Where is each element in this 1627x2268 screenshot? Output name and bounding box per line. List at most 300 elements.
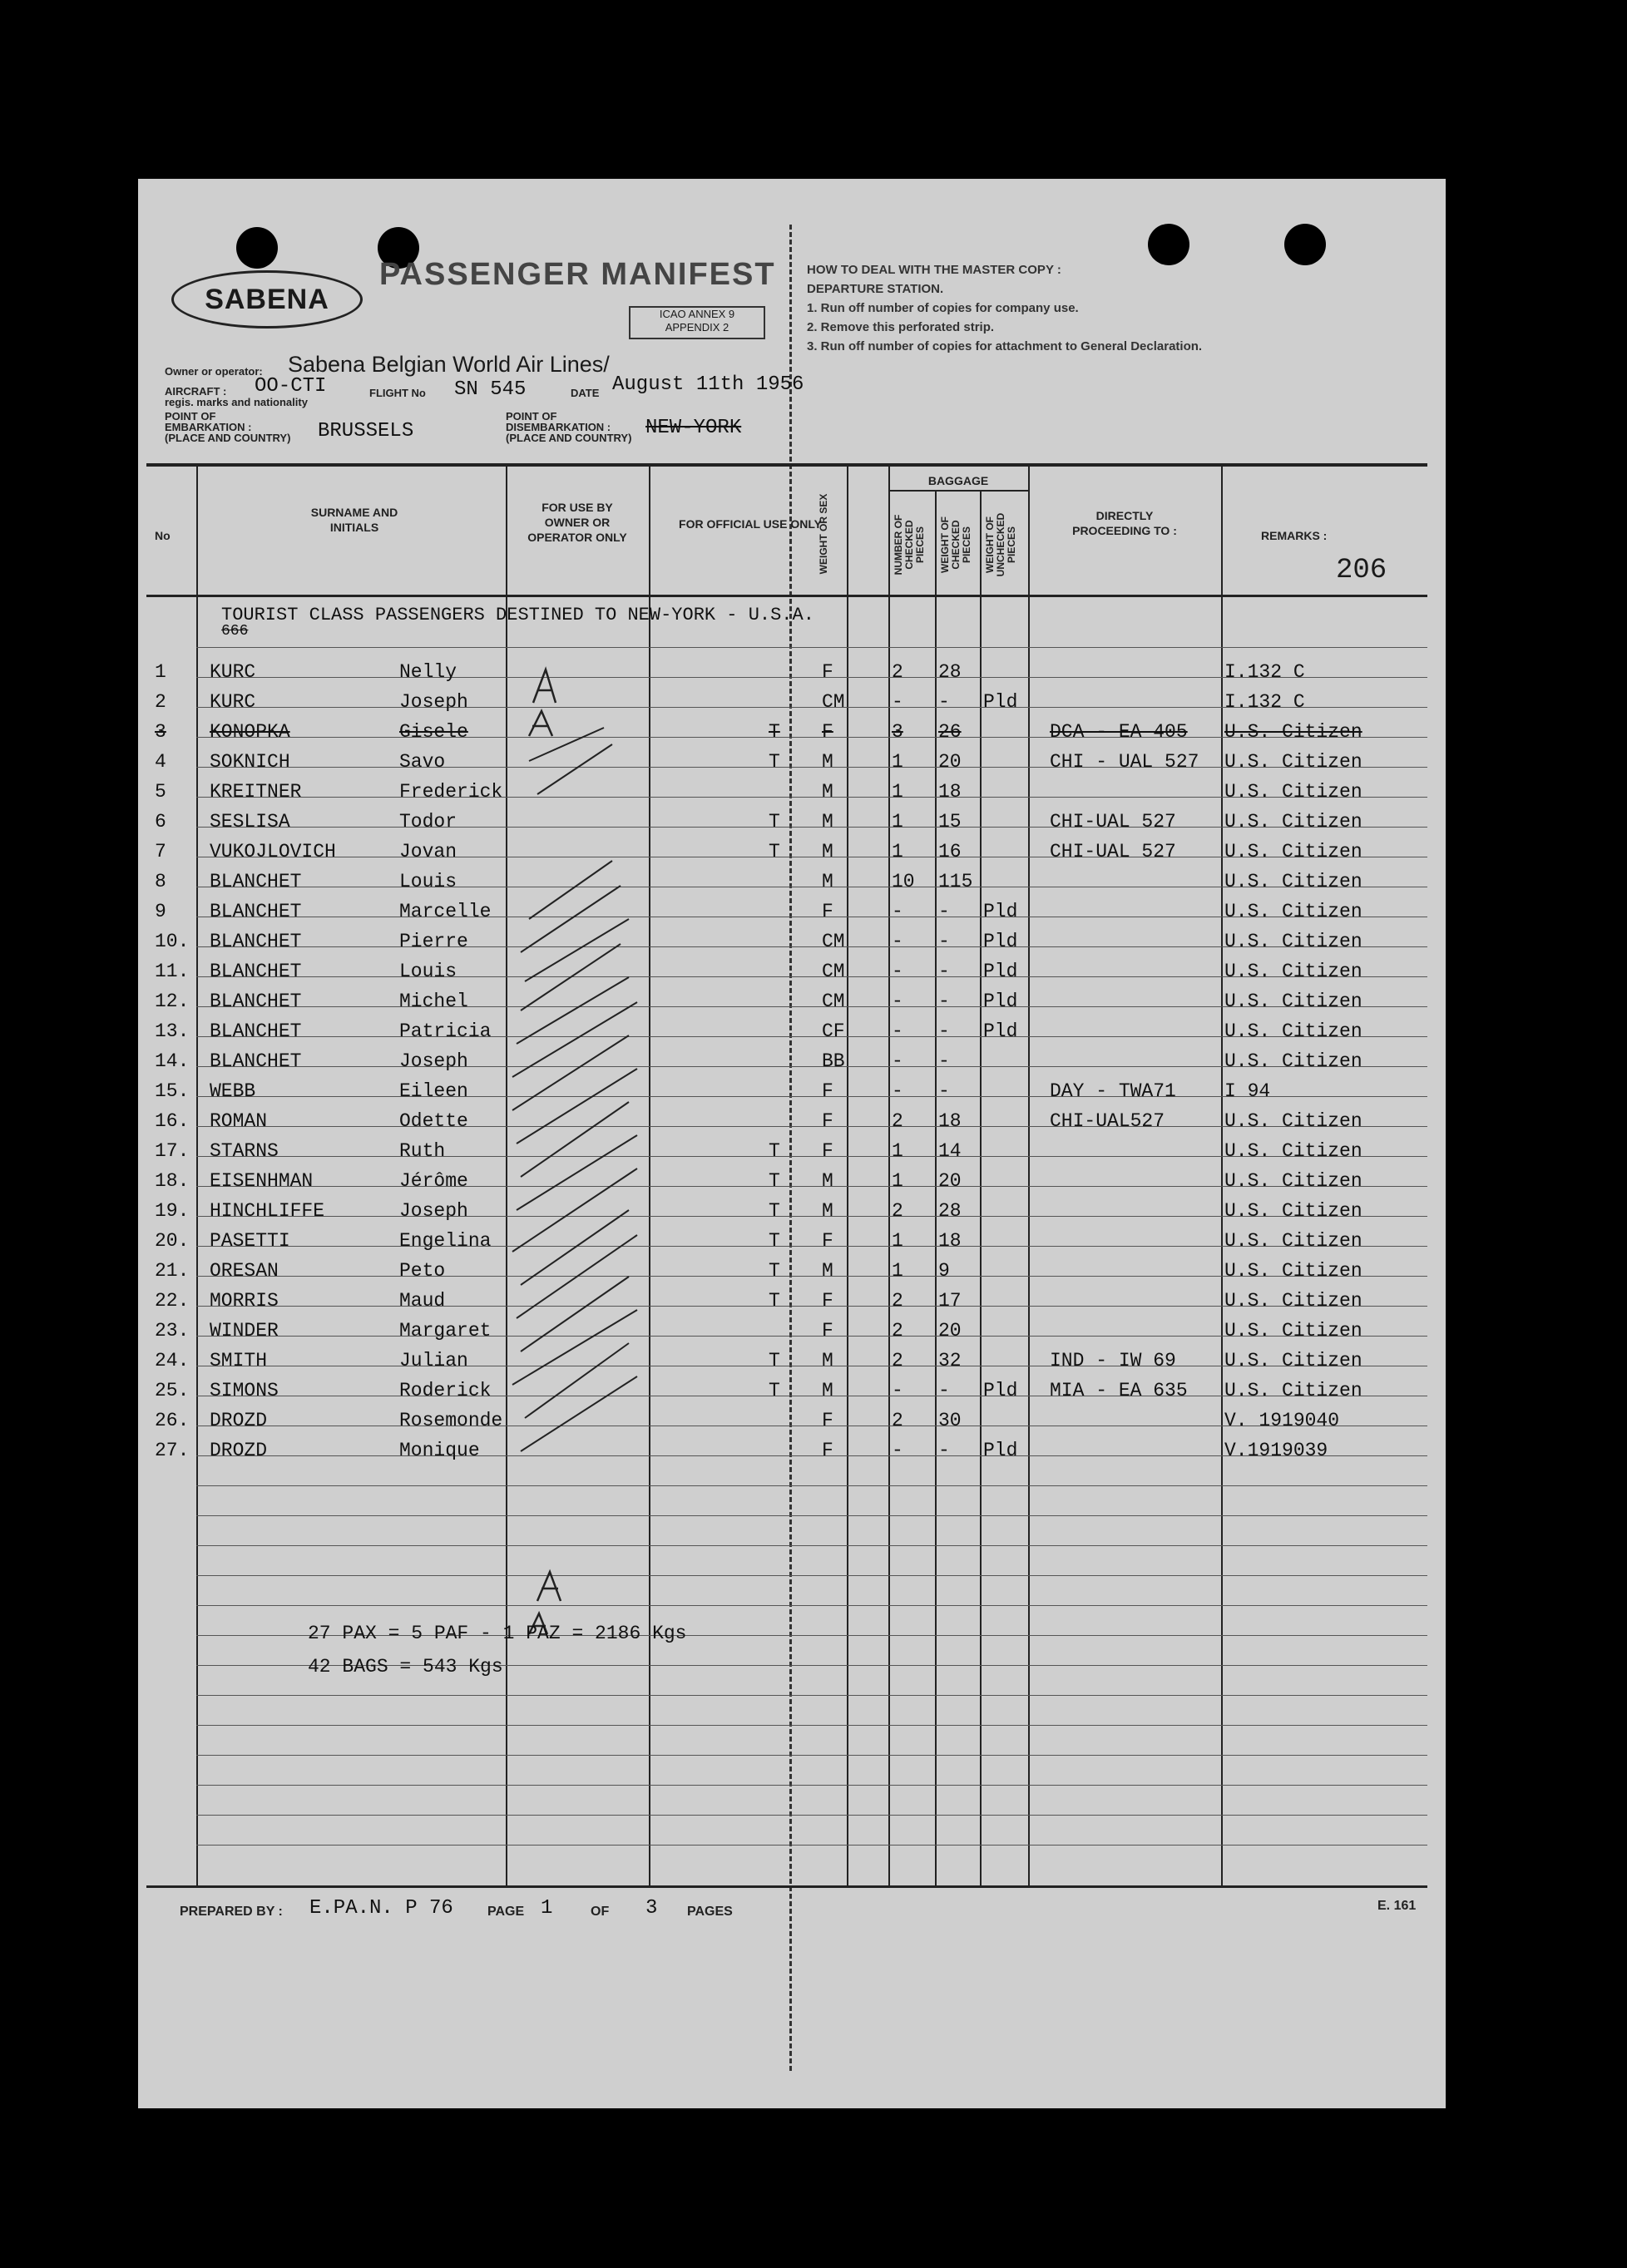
row-weight: 115 bbox=[938, 871, 973, 892]
row-pieces: 2 bbox=[892, 1290, 903, 1312]
page-label: PAGE bbox=[487, 1905, 525, 1919]
row-weight: 20 bbox=[938, 1320, 962, 1342]
row-proceeding: CHI-UAL527 bbox=[1050, 1110, 1165, 1132]
row-pieces: 1 bbox=[892, 1230, 903, 1252]
row-remarks: U.S. Citizen bbox=[1224, 1290, 1362, 1312]
prepared-by-label: PREPARED BY : bbox=[180, 1905, 283, 1919]
instruction-line: HOW TO DEAL WITH THE MASTER COPY : bbox=[807, 263, 1061, 277]
row-sex: M bbox=[822, 1200, 833, 1222]
row-weight: - bbox=[938, 931, 950, 952]
row-surname: BLANCHET bbox=[210, 1050, 302, 1072]
row-sex: F bbox=[822, 901, 833, 922]
row-sex: F bbox=[822, 1410, 833, 1431]
row-number: 11. bbox=[155, 961, 190, 982]
disembark-label bbox=[506, 411, 631, 443]
col-header-baggage: BAGGAGE bbox=[927, 474, 989, 487]
row-weight: 18 bbox=[938, 1230, 962, 1252]
row-remarks: U.S. Citizen bbox=[1224, 1320, 1362, 1342]
row-number: 2 bbox=[155, 691, 166, 713]
embark-label-line: POINT OF bbox=[165, 410, 216, 422]
row-remarks: U.S. Citizen bbox=[1224, 1170, 1362, 1192]
row-surname: BLANCHET bbox=[210, 871, 302, 892]
row-pieces: 1 bbox=[892, 751, 903, 773]
form-code: E. 161 bbox=[1377, 1899, 1417, 1913]
instruction-line: 1. Run off number of copies for company use. bbox=[807, 301, 1079, 315]
row-pieces: - bbox=[892, 991, 903, 1012]
row-surname: HINCHLIFFE bbox=[210, 1200, 325, 1222]
row-sex: M bbox=[822, 1260, 833, 1282]
row-given-name: Joseph bbox=[399, 1200, 468, 1222]
row-surname: ORESAN bbox=[210, 1260, 279, 1282]
row-remarks: U.S. Citizen bbox=[1224, 961, 1362, 982]
row-weight: - bbox=[938, 691, 950, 713]
row-sex: F bbox=[822, 1140, 833, 1162]
embark-label-line: (PLACE AND COUNTRY) bbox=[165, 432, 291, 444]
row-number: 23. bbox=[155, 1320, 190, 1342]
row-sex: M bbox=[822, 871, 833, 892]
aircraft-value: OO-CTI bbox=[255, 375, 327, 398]
baggage-rule bbox=[888, 490, 1028, 492]
row-pieces: 2 bbox=[892, 1320, 903, 1342]
manifest-sheet bbox=[138, 179, 1446, 2108]
row-given-name: Jérôme bbox=[399, 1170, 468, 1192]
row-rule bbox=[196, 1575, 1427, 1576]
row-surname: KREITNER bbox=[210, 781, 302, 803]
aircraft-sublabel: regis. marks and nationality bbox=[165, 396, 308, 408]
row-given-name: Louis bbox=[399, 961, 457, 982]
icao-line-1: ICAO ANNEX 9 bbox=[659, 308, 735, 320]
row-given-name: Eileen bbox=[399, 1080, 468, 1102]
row-weight: - bbox=[938, 901, 950, 922]
owner-value: Sabena Belgian World Air Lines/ bbox=[288, 352, 610, 377]
row-pieces: 1 bbox=[892, 781, 903, 803]
table-head-rule bbox=[146, 595, 1427, 597]
row-sex: F bbox=[822, 1290, 833, 1312]
row-rule bbox=[196, 1785, 1427, 1786]
row-proceeding: DAY - TWA71 bbox=[1050, 1080, 1176, 1102]
flight-value: SN 545 bbox=[454, 378, 527, 401]
row-surname: WEBB bbox=[210, 1080, 256, 1102]
row-sex: M bbox=[822, 751, 833, 773]
row-official: T bbox=[769, 1260, 780, 1282]
col-rule bbox=[980, 491, 982, 1885]
row-unchecked: Pld bbox=[983, 961, 1018, 982]
row-pieces: 2 bbox=[892, 1110, 903, 1132]
perforation-line bbox=[789, 225, 792, 2071]
row-rule bbox=[196, 1605, 1427, 1606]
row-sex: CM bbox=[822, 691, 845, 713]
class-banner: TOURIST CLASS PASSENGERS DESTINED TO NEW-YORK - U.S.A. bbox=[221, 605, 814, 625]
row-remarks: U.S. Citizen bbox=[1224, 1140, 1362, 1162]
row-pieces: 2 bbox=[892, 661, 903, 683]
class-banner-sub: 666 bbox=[221, 623, 249, 640]
flight-label: FLIGHT No bbox=[369, 387, 426, 399]
row-number: 21. bbox=[155, 1260, 190, 1282]
row-given-name: Rosemonde bbox=[399, 1410, 503, 1431]
icao-line-2: APPENDIX 2 bbox=[665, 321, 729, 334]
row-pieces: - bbox=[892, 1080, 903, 1102]
disembark-label-line: DISEMBARKATION : bbox=[506, 421, 611, 433]
row-number: 5 bbox=[155, 781, 166, 803]
sabena-logo: SABENA bbox=[171, 270, 363, 329]
icao-box bbox=[629, 306, 765, 339]
row-remarks: U.S. Citizen bbox=[1224, 1380, 1362, 1401]
row-surname: KURC bbox=[210, 661, 256, 683]
row-weight: 20 bbox=[938, 1170, 962, 1192]
row-weight: 26 bbox=[938, 721, 962, 743]
row-given-name: Peto bbox=[399, 1260, 446, 1282]
row-surname: DROZD bbox=[210, 1440, 268, 1461]
row-remarks: U.S. Citizen bbox=[1224, 1110, 1362, 1132]
row-unchecked: Pld bbox=[983, 991, 1018, 1012]
row-weight: - bbox=[938, 1050, 950, 1072]
row-number: 19. bbox=[155, 1200, 190, 1222]
col-header-official-use: FOR OFFICIAL USE ONLY bbox=[679, 517, 822, 531]
row-remarks: U.S. Citizen bbox=[1224, 841, 1362, 862]
row-surname: BLANCHET bbox=[210, 961, 302, 982]
row-number: 18. bbox=[155, 1170, 190, 1192]
row-unchecked: Pld bbox=[983, 1440, 1018, 1461]
col-header-weight-sex: WEIGHT OR SEX bbox=[818, 493, 829, 575]
row-remarks: U.S. Citizen bbox=[1224, 1350, 1362, 1371]
row-pieces: - bbox=[892, 1050, 903, 1072]
row-rule bbox=[196, 647, 1427, 648]
table-top-rule bbox=[146, 463, 1427, 467]
row-remarks: U.S. Citizen bbox=[1224, 1230, 1362, 1252]
row-remarks: U.S. Citizen bbox=[1224, 1200, 1362, 1222]
row-number: 26. bbox=[155, 1410, 190, 1431]
instruction-line: 2. Remove this perforated strip. bbox=[807, 320, 995, 334]
row-official: T bbox=[769, 1200, 780, 1222]
row-weight: - bbox=[938, 1080, 950, 1102]
row-number: 24. bbox=[155, 1350, 190, 1371]
embark-label-line: EMBARKATION : bbox=[165, 421, 252, 433]
row-surname: SOKNICH bbox=[210, 751, 290, 773]
col-header-checked-weight: WEIGHT OF CHECKED PIECES bbox=[939, 516, 972, 573]
row-rule bbox=[196, 1815, 1427, 1816]
row-weight: 16 bbox=[938, 841, 962, 862]
row-rule bbox=[196, 1845, 1427, 1846]
owner-label: Owner or operator: bbox=[165, 365, 263, 378]
row-remarks: U.S. Citizen bbox=[1224, 1020, 1362, 1042]
row-pieces: - bbox=[892, 901, 903, 922]
row-weight: 15 bbox=[938, 811, 962, 833]
row-weight: 28 bbox=[938, 661, 962, 683]
aircraft-label: AIRCRAFT : bbox=[165, 385, 227, 398]
row-number: 16. bbox=[155, 1110, 190, 1132]
row-official: T bbox=[769, 1170, 780, 1192]
row-pieces: 2 bbox=[892, 1350, 903, 1371]
row-given-name: Engelina bbox=[399, 1230, 492, 1252]
row-number: 1 bbox=[155, 661, 166, 683]
row-official: T bbox=[769, 1290, 780, 1312]
row-pieces: - bbox=[892, 931, 903, 952]
row-given-name: Nelly bbox=[399, 661, 457, 683]
slash-marks bbox=[512, 728, 637, 1451]
col-header-surname: SURNAME AND INITIALS bbox=[310, 506, 398, 534]
row-sex: F bbox=[822, 1110, 833, 1132]
row-number: 3 bbox=[155, 721, 166, 743]
row-number: 22. bbox=[155, 1290, 190, 1312]
col-rule bbox=[1221, 466, 1223, 1885]
row-official: T bbox=[769, 1350, 780, 1371]
row-surname: KURC bbox=[210, 691, 256, 713]
row-surname: BLANCHET bbox=[210, 991, 302, 1012]
row-proceeding: CHI-UAL 527 bbox=[1050, 811, 1176, 833]
page-value: 1 bbox=[541, 1897, 553, 1920]
col-rule bbox=[1028, 466, 1030, 1885]
row-weight: 32 bbox=[938, 1350, 962, 1371]
row-weight: 20 bbox=[938, 751, 962, 773]
embark-label bbox=[165, 411, 290, 443]
row-given-name: Julian bbox=[399, 1350, 468, 1371]
row-weight: - bbox=[938, 1020, 950, 1042]
row-surname: KONOPKA bbox=[210, 721, 290, 743]
row-weight: 17 bbox=[938, 1290, 962, 1312]
date-label: DATE bbox=[571, 387, 600, 399]
row-proceeding: CHI-UAL 527 bbox=[1050, 841, 1176, 862]
row-pieces: 1 bbox=[892, 1260, 903, 1282]
punch-hole bbox=[1148, 224, 1189, 265]
row-given-name: Marcelle bbox=[399, 901, 492, 922]
row-weight: 28 bbox=[938, 1200, 962, 1222]
row-remarks: U.S. Citizen bbox=[1224, 751, 1362, 773]
row-given-name: Gisele bbox=[399, 721, 468, 743]
row-proceeding: IND - IW 69 bbox=[1050, 1350, 1176, 1371]
row-sex: F bbox=[822, 1230, 833, 1252]
row-given-name: Frederick bbox=[399, 781, 503, 803]
row-official: T bbox=[769, 1140, 780, 1162]
row-pieces: - bbox=[892, 1440, 903, 1461]
row-sex: F bbox=[822, 721, 833, 743]
col-header-checked-pieces: NUMBER OF CHECKED PIECES bbox=[893, 514, 926, 576]
row-number: 7 bbox=[155, 841, 166, 862]
row-weight: - bbox=[938, 961, 950, 982]
table-bottom-rule bbox=[146, 1885, 1427, 1888]
row-official: T bbox=[769, 1230, 780, 1252]
row-sex: F bbox=[822, 1440, 833, 1461]
row-remarks: U.S. Citizen bbox=[1224, 1260, 1362, 1282]
row-rule bbox=[196, 1485, 1427, 1486]
row-pieces: - bbox=[892, 1380, 903, 1401]
row-number: 10. bbox=[155, 931, 190, 952]
pages-label: PAGES bbox=[687, 1905, 733, 1919]
row-number: 25. bbox=[155, 1380, 190, 1401]
row-remarks: U.S. Citizen bbox=[1224, 871, 1362, 892]
row-surname: EISENHMAN bbox=[210, 1170, 314, 1192]
col-header-remarks: REMARKS : bbox=[1261, 529, 1328, 542]
row-pieces: 1 bbox=[892, 841, 903, 862]
row-remarks: I 94 bbox=[1224, 1080, 1271, 1102]
row-given-name: Odette bbox=[399, 1110, 468, 1132]
row-sex: M bbox=[822, 811, 833, 833]
row-number: 20. bbox=[155, 1230, 190, 1252]
instruction-line: DEPARTURE STATION. bbox=[807, 282, 944, 296]
disembark-value: NEW-YORK bbox=[645, 417, 742, 439]
row-weight: 18 bbox=[938, 781, 962, 803]
row-remarks: U.S. Citizen bbox=[1224, 811, 1362, 833]
row-surname: SESLISA bbox=[210, 811, 290, 833]
remarks-number: 206 bbox=[1336, 555, 1387, 586]
row-unchecked: Pld bbox=[983, 1380, 1018, 1401]
row-surname: BLANCHET bbox=[210, 931, 302, 952]
col-rule bbox=[888, 466, 890, 1885]
row-number: 8 bbox=[155, 871, 166, 892]
row-sex: M bbox=[822, 1380, 833, 1401]
row-surname: WINDER bbox=[210, 1320, 279, 1342]
row-given-name: Michel bbox=[399, 991, 468, 1012]
col-header-no: No bbox=[155, 529, 171, 542]
row-remarks: V.1919039 bbox=[1224, 1440, 1328, 1461]
row-rule bbox=[196, 1515, 1427, 1516]
row-remarks: I.132 C bbox=[1224, 691, 1305, 713]
row-number: 13. bbox=[155, 1020, 190, 1042]
row-number: 14. bbox=[155, 1050, 190, 1072]
col-rule bbox=[935, 491, 937, 1885]
row-official: T bbox=[769, 751, 780, 773]
row-unchecked: Pld bbox=[983, 1020, 1018, 1042]
prepared-by-value: E.PA.N. P 76 bbox=[309, 1897, 453, 1920]
row-sex: CM bbox=[822, 991, 845, 1012]
row-proceeding: DCA - EA 405 bbox=[1050, 721, 1188, 743]
row-surname: SIMONS bbox=[210, 1380, 279, 1401]
row-pieces: - bbox=[892, 961, 903, 982]
row-remarks: U.S. Citizen bbox=[1224, 991, 1362, 1012]
row-remarks: U.S. Citizen bbox=[1224, 781, 1362, 803]
row-sex: M bbox=[822, 781, 833, 803]
col-header-proceeding: DIRECTLY PROCEEDING TO : bbox=[1072, 509, 1177, 537]
of-label: OF bbox=[591, 1905, 610, 1919]
row-given-name: Joseph bbox=[399, 1050, 468, 1072]
row-given-name: Roderick bbox=[399, 1380, 492, 1401]
row-rule bbox=[196, 1695, 1427, 1696]
row-sex: M bbox=[822, 1350, 833, 1371]
row-pieces: 3 bbox=[892, 721, 903, 743]
col-rule bbox=[847, 466, 848, 1885]
row-surname: VUKOJLOVICH bbox=[210, 841, 336, 862]
col-header-owner-use: FOR USE BY OWNER OR OPERATOR ONLY bbox=[527, 501, 627, 544]
disembark-label-line: (PLACE AND COUNTRY) bbox=[506, 432, 632, 444]
row-remarks: U.S. Citizen bbox=[1224, 931, 1362, 952]
page-title: PASSENGER MANIFEST bbox=[379, 257, 776, 292]
row-surname: BLANCHET bbox=[210, 901, 302, 922]
row-number: 17. bbox=[155, 1140, 190, 1162]
row-sex: F bbox=[822, 661, 833, 683]
row-weight: - bbox=[938, 1380, 950, 1401]
row-official: T bbox=[769, 841, 780, 862]
row-unchecked: Pld bbox=[983, 691, 1018, 713]
row-pieces: 1 bbox=[892, 1140, 903, 1162]
row-number: 12. bbox=[155, 991, 190, 1012]
row-surname: SMITH bbox=[210, 1350, 268, 1371]
row-remarks: I.132 C bbox=[1224, 661, 1305, 683]
row-pieces: 10 bbox=[892, 871, 915, 892]
row-rule bbox=[196, 1755, 1427, 1756]
row-given-name: Ruth bbox=[399, 1140, 446, 1162]
row-weight: - bbox=[938, 1440, 950, 1461]
row-remarks: U.S. Citizen bbox=[1224, 901, 1362, 922]
row-given-name: Jovan bbox=[399, 841, 457, 862]
row-weight: 14 bbox=[938, 1140, 962, 1162]
disembark-label-line: POINT OF bbox=[506, 410, 557, 422]
punch-hole bbox=[236, 227, 278, 269]
date-value: August 11th 1956 bbox=[612, 373, 804, 396]
row-official: T bbox=[769, 1380, 780, 1401]
row-surname: PASETTI bbox=[210, 1230, 290, 1252]
row-surname: ROMAN bbox=[210, 1110, 268, 1132]
col-header-unchecked-weight: WEIGHT OF UNCHECKED PIECES bbox=[984, 512, 1017, 577]
punch-hole bbox=[1284, 224, 1326, 265]
row-sex: CM bbox=[822, 961, 845, 982]
handwritten-marks bbox=[504, 653, 670, 1692]
of-value: 3 bbox=[645, 1897, 658, 1920]
row-surname: BLANCHET bbox=[210, 1020, 302, 1042]
col-rule bbox=[196, 466, 198, 1885]
row-given-name: Todor bbox=[399, 811, 457, 833]
row-pieces: - bbox=[892, 691, 903, 713]
row-remarks: U.S. Citizen bbox=[1224, 1050, 1362, 1072]
row-sex: F bbox=[822, 1080, 833, 1102]
row-given-name: Monique bbox=[399, 1440, 480, 1461]
embark-value: BRUSSELS bbox=[318, 420, 414, 442]
row-sex: CF bbox=[822, 1020, 845, 1042]
row-number: 6 bbox=[155, 811, 166, 833]
row-given-name: Pierre bbox=[399, 931, 468, 952]
row-official: T bbox=[769, 811, 780, 833]
row-proceeding: CHI - UAL 527 bbox=[1050, 751, 1199, 773]
row-rule bbox=[196, 1725, 1427, 1726]
row-given-name: Joseph bbox=[399, 691, 468, 713]
row-surname: STARNS bbox=[210, 1140, 279, 1162]
row-surname: MORRIS bbox=[210, 1290, 279, 1312]
row-weight: 18 bbox=[938, 1110, 962, 1132]
totals-line-2: 42 BAGS = 543 Kgs bbox=[308, 1656, 503, 1678]
instruction-line: 3. Run off number of copies for attachment to General Declaration. bbox=[807, 339, 1203, 353]
row-given-name: Patricia bbox=[399, 1020, 492, 1042]
row-sex: M bbox=[822, 841, 833, 862]
row-sex: CM bbox=[822, 931, 845, 952]
row-given-name: Margaret bbox=[399, 1320, 492, 1342]
row-unchecked: Pld bbox=[983, 901, 1018, 922]
row-weight: 30 bbox=[938, 1410, 962, 1431]
row-rule bbox=[196, 1545, 1427, 1546]
row-given-name: Savo bbox=[399, 751, 446, 773]
row-remarks: V. 1919040 bbox=[1224, 1410, 1340, 1431]
row-number: 4 bbox=[155, 751, 166, 773]
row-pieces: 2 bbox=[892, 1200, 903, 1222]
row-surname: DROZD bbox=[210, 1410, 268, 1431]
row-number: 27. bbox=[155, 1440, 190, 1461]
row-sex: M bbox=[822, 1170, 833, 1192]
row-sex: BB bbox=[822, 1050, 845, 1072]
row-given-name: Maud bbox=[399, 1290, 446, 1312]
instructions bbox=[807, 260, 1202, 356]
row-remarks: U.S. Citizen bbox=[1224, 721, 1362, 743]
row-weight: - bbox=[938, 991, 950, 1012]
row-weight: 9 bbox=[938, 1260, 950, 1282]
row-pieces: 1 bbox=[892, 1170, 903, 1192]
row-given-name: Louis bbox=[399, 871, 457, 892]
row-pieces: - bbox=[892, 1020, 903, 1042]
row-pieces: 2 bbox=[892, 1410, 903, 1431]
row-proceeding: MIA - EA 635 bbox=[1050, 1380, 1188, 1401]
row-number: 15. bbox=[155, 1080, 190, 1102]
row-pieces: 1 bbox=[892, 811, 903, 833]
row-unchecked: Pld bbox=[983, 931, 1018, 952]
row-sex: F bbox=[822, 1320, 833, 1342]
totals-line-1: 27 PAX = 5 PAF - 1 PAZ = 2186 Kgs bbox=[308, 1623, 687, 1644]
row-official: T bbox=[769, 721, 780, 743]
